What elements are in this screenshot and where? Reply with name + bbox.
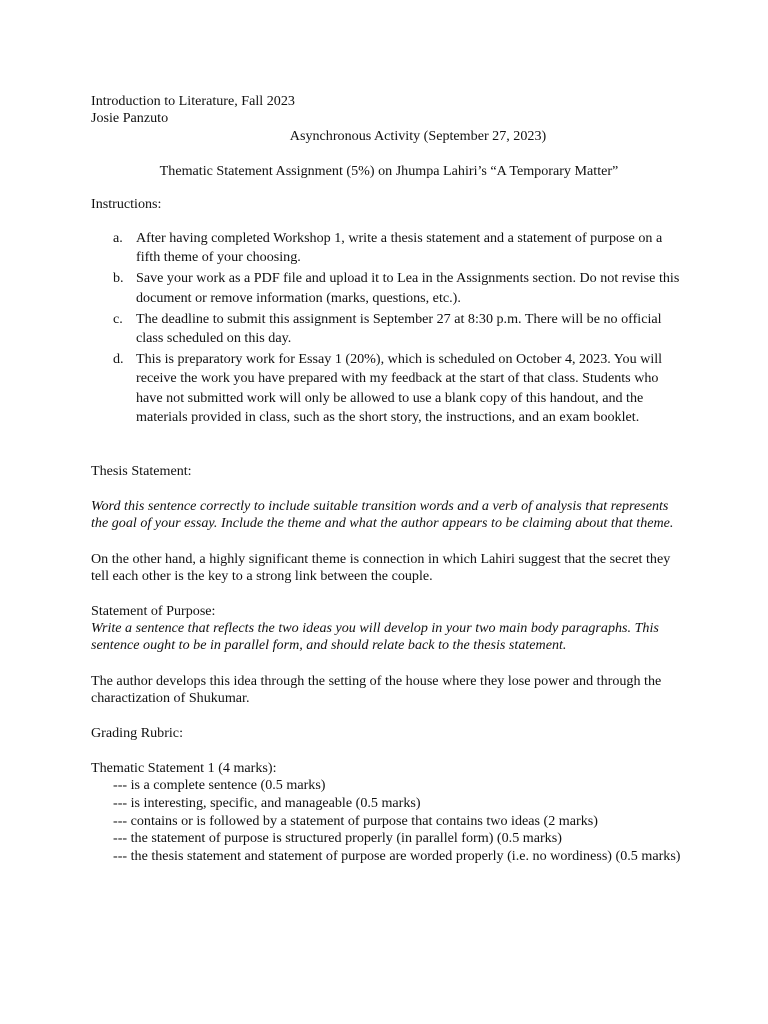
- thesis-answer: On the other hand, a highly significant theme is connection in which Lahiri suggest that the secret they tell each other is the key to a strong link between the couple.: [91, 550, 671, 584]
- list-marker: a.: [113, 230, 123, 247]
- rubric-item: --- the thesis statement and statement of purpose are worded properly (i.e. no wordiness) (0.5 marks): [113, 847, 681, 864]
- rubric-label: Grading Rubric:: [91, 725, 183, 742]
- instructor-name: Josie Panzuto: [91, 110, 169, 127]
- assignment-title: Thematic Statement Assignment (5%) on Jhumpa Lahiri’s “A Temporary Matter”: [159, 162, 619, 179]
- rubric-item: --- the statement of purpose is structured properly (in parallel form) (0.5 marks): [113, 830, 562, 847]
- purpose-prompt: Write a sentence that reflects the two ideas you will develop in your two main body paragraphs. This sentence ought to be in parallel form, and should relate back to the thesis statement.: [91, 620, 659, 654]
- purpose-label: Statement of Purpose:: [91, 603, 216, 620]
- rubric-item: --- is interesting, specific, and manageable (0.5 marks): [113, 795, 421, 812]
- instructions-label: Instructions:: [91, 195, 162, 212]
- instruction-item: [91, 269, 683, 307]
- instruction-text: The deadline to submit this assignment is September 27 at 8:30 p.m. There will be no official class scheduled on this day.: [136, 310, 662, 347]
- instructions-list: [91, 229, 683, 427]
- instruction-item: [91, 350, 683, 427]
- document-page: [91, 93, 683, 865]
- purpose-answer: The author develops this idea through the setting of the house where they lose power and through the charactization of Shukumar.: [91, 672, 662, 706]
- rubric-section-title: Thematic Statement 1 (4 marks):: [91, 760, 277, 777]
- list-marker: d.: [113, 351, 124, 368]
- course-title: Introduction to Literature, Fall 2023: [91, 93, 295, 109]
- activity-title: Asynchronous Activity (September 27, 2023): [289, 128, 547, 145]
- list-marker: c.: [113, 310, 123, 327]
- rubric-item: --- contains or is followed by a statement of purpose that contains two ideas (2 marks): [113, 812, 598, 829]
- instruction-item: [91, 310, 683, 348]
- thesis-prompt: Word this sentence correctly to include suitable transition words and a verb of analysis that represents the goal of your essay. Include the theme and what the author appears to be claiming about that theme.: [91, 498, 674, 532]
- list-marker: b.: [113, 270, 124, 287]
- instruction-item: [91, 229, 683, 267]
- rubric-item: --- is a complete sentence (0.5 marks): [113, 777, 326, 794]
- thesis-label: Thesis Statement:: [91, 463, 192, 480]
- instruction-text: Save your work as a PDF file and upload it to Lea in the Assignments section. Do not revise this document or remove information (marks, questions, etc.).: [136, 270, 680, 306]
- instruction-text: After having completed Workshop 1, write a thesis statement and a statement of purpose on a fifth theme of your choosing.: [136, 230, 663, 266]
- rubric-list: [91, 777, 683, 865]
- instruction-text: This is preparatory work for Essay 1 (20%), which is scheduled on October 4, 2023. You will receive the work you have prepared with my feedback at the start of that class. Students who have not submitted work will only be allowed to use a blank copy of this handout, and the materials provided in class, such as the short story, the instructions, and an exam booklet.: [136, 351, 663, 425]
